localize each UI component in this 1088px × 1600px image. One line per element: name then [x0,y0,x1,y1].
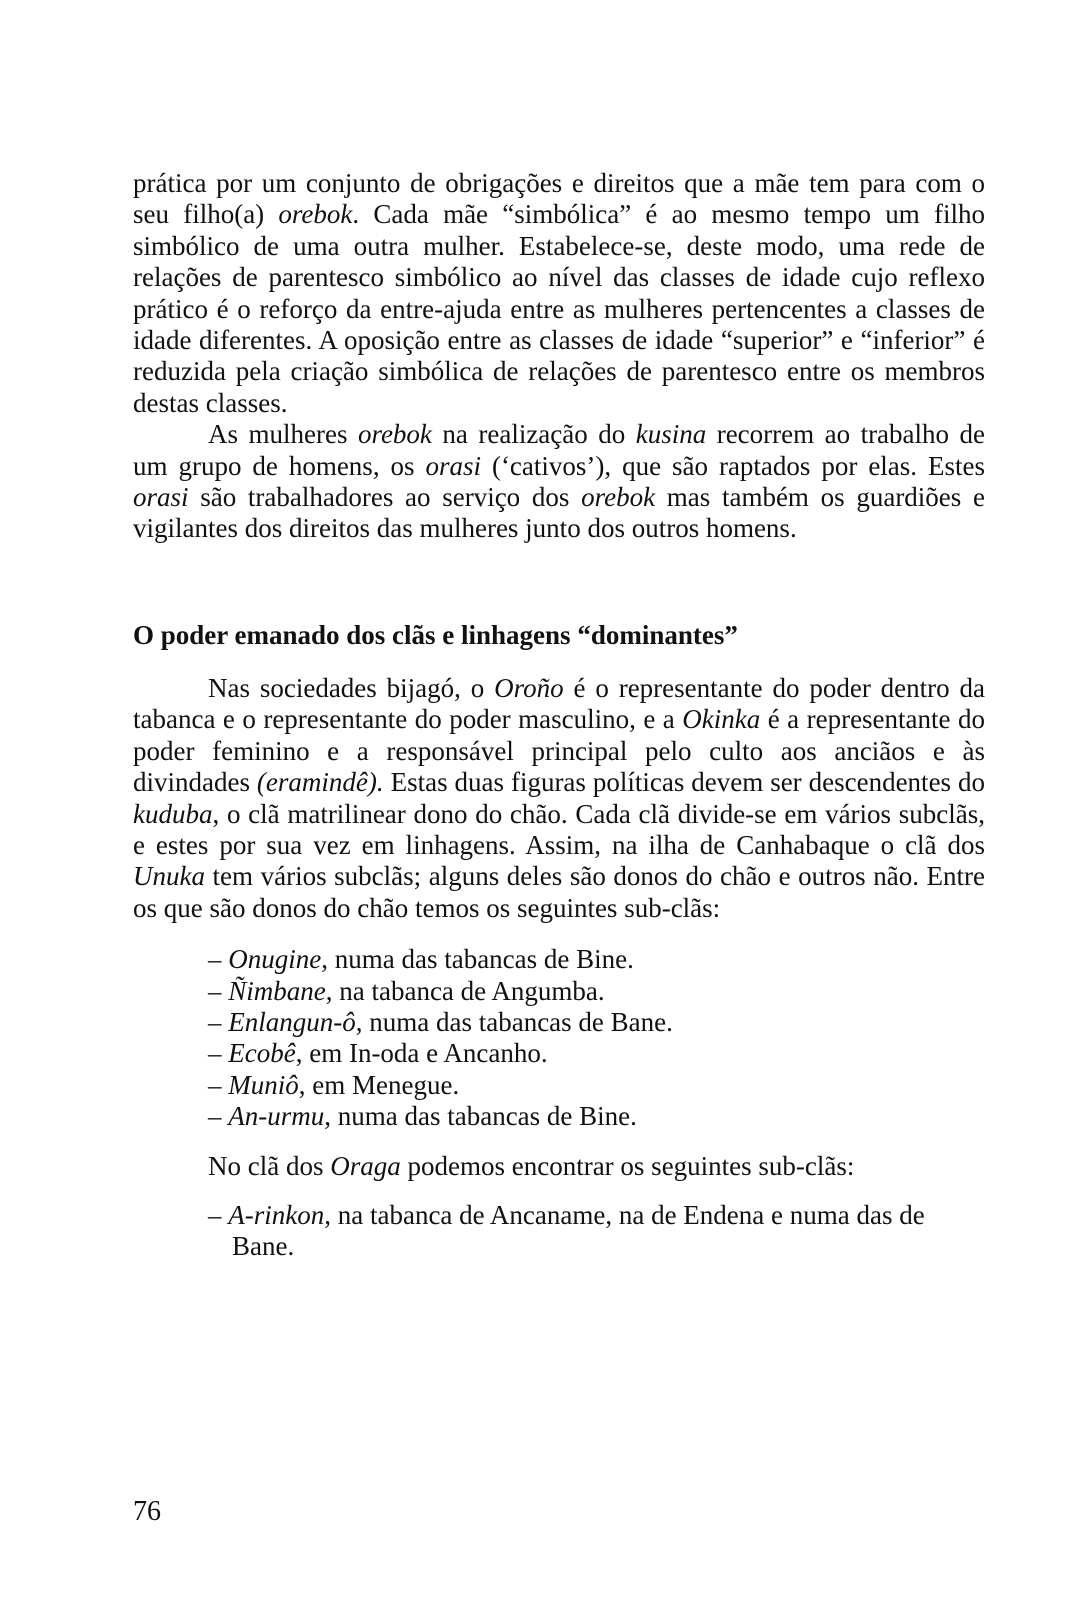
italic-term: kusina [635,419,707,450]
text-run: No clã dos [208,1150,331,1181]
text-run: podemos encontrar os seguintes sub-clãs: [400,1150,855,1181]
text-run: Nas sociedades bijagó, o [208,672,495,703]
text-run: , na tabanca de Angumba. [325,975,605,1006]
text-run: – [208,975,229,1006]
text-run: – [208,1006,229,1037]
paragraph-4 [133,1151,985,1182]
italic-term: Muniô [228,1069,299,1100]
text-run: , em Menegue. [298,1069,460,1100]
text-run: mas também os guardiões e vigilantes dos direitos das mulheres junto dos outros homens. [133,482,985,544]
text-run: – [208,1069,229,1100]
italic-term: Oraga [330,1150,401,1181]
list-item [208,944,985,975]
text-run: , em In-oda e Ancanho. [295,1038,548,1069]
text-run: tem vários subclãs; alguns deles são donos do chão e outros não. Entre os que são donos do chão temos os seguintes sub-clãs: [133,861,985,923]
italic-term: kuduba [133,798,213,829]
italic-term: Ecobê [228,1038,296,1069]
page-number: 76 [133,1496,161,1527]
italic-term: An-urmu [228,1101,325,1132]
oraga-subclan-list [133,1200,985,1263]
text-run: , numa das tabancas de Bine. [321,944,634,975]
text-run: – [208,1038,229,1069]
text-run: , numa das tabancas de Bane. [355,1006,673,1037]
italic-term: orebok [581,482,656,513]
italic-term: orebok [357,419,432,450]
italic-term: orasi [133,482,189,513]
text-run: é o representante do poder dentro da tabanca e o representante do poder masculino, e a [133,672,985,735]
text-run: , na tabanca de Ancaname, na de Endena e numa das de Bane. [232,1199,925,1262]
italic-term: orasi [425,450,481,481]
list-item [208,1070,985,1101]
text-run: , o clã matrilinear dono do chão. Cada clã divide-se em vários subclãs, e estes por sua vez em linhagens. Assim, na ilha de Canhabaque o clã dos [133,798,985,860]
text-run: é a representante do poder feminino e a responsável principal pelo culto aos anciãos e às divindades [133,704,985,798]
text-run: – [208,1101,229,1132]
list-item [208,1200,985,1263]
text-run: na realização do [431,419,636,450]
text-run: – [208,1199,229,1230]
unuka-subclan-list [133,944,985,1132]
text-run: . Cada mãe “simbólica” é ao mesmo tempo um filho simbólico de uma outra mulher. Estabelece-se, deste modo, uma rede de relações de parentesco simbólico ao nível das classes de idade cujo reflexo prático é o reforço da entre-ajuda entre as mulheres pertencentes a classes de idade diferentes. A oposição entre as classes de idade “superior” e “inferior” é reduzida pela criação simbólica de relações de parentesco entre os membros destas classes. [133,199,985,418]
italic-term: Okinka [682,704,761,735]
italic-term: (eramindê). [256,767,384,798]
page-body [133,168,985,1263]
paragraph-2 [133,419,985,545]
section-heading: O poder emanado dos clãs e linhagens “dominantes” [133,619,738,650]
text-run: são trabalhadores ao serviço dos [188,482,582,513]
text-run: (‘cativos’), que são raptados por elas. Estes [481,450,985,481]
italic-term: Oroño [494,672,564,703]
list-item [208,976,985,1007]
text-run: prática por um conjunto de obrigações e direitos que a mãe tem para com o seu filho(a) [133,168,985,230]
text-run: – [208,944,229,975]
text-run: As mulheres [208,419,358,450]
list-item [208,1101,985,1132]
text-run: recorrem ao trabalho de um grupo de homens, os [133,419,985,481]
italic-term: Onugine [228,944,322,975]
text-run: Estas duas figuras políticas devem ser descendentes do [383,767,985,798]
list-item [208,1038,985,1069]
text-run: , numa das tabancas de Bine. [324,1101,637,1132]
paragraph-3 [133,673,985,924]
paragraph-1 [133,168,985,419]
italic-term: Enlangun-ô [228,1006,356,1037]
italic-term: Ñimbane [228,975,326,1006]
list-item [208,1007,985,1038]
italic-term: orebok [278,199,353,230]
italic-term: Unuka [133,861,205,892]
italic-term: A-rinkon [228,1199,325,1230]
